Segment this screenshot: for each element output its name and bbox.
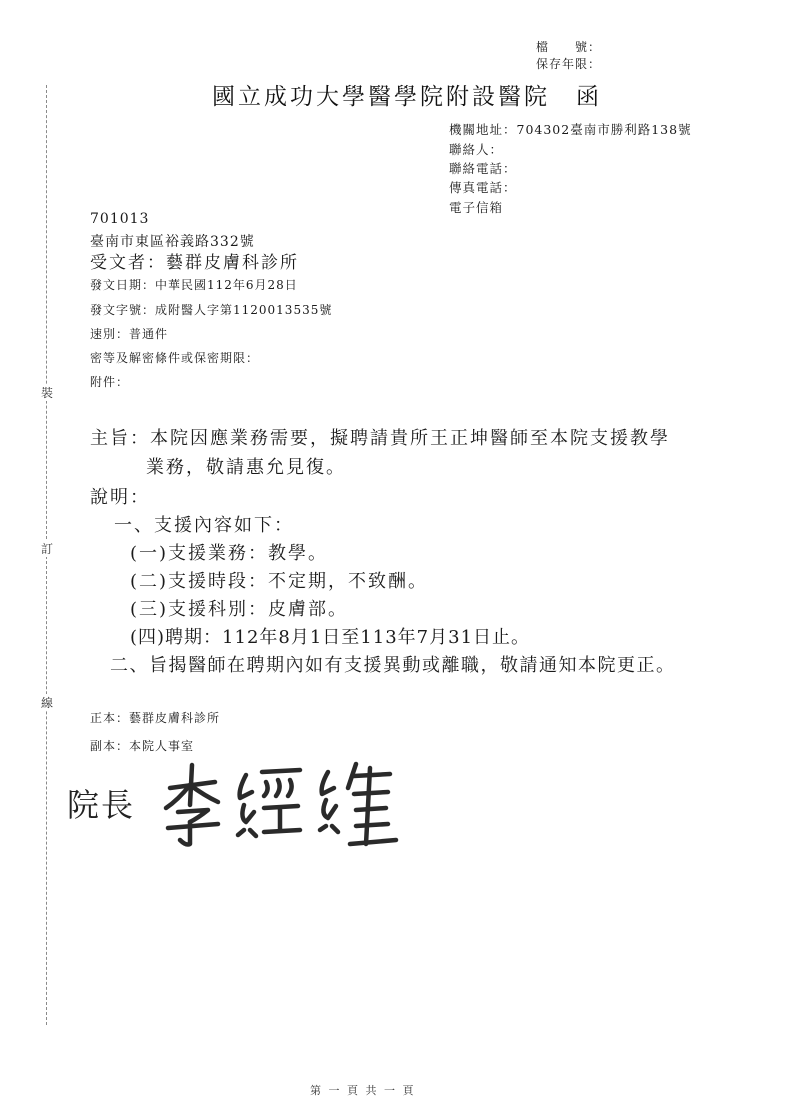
- dispatch-number: 發文字號：成附醫人字第1120013535號: [90, 303, 333, 317]
- subject-line-1: 主旨：本院因應業務需要，擬聘請貴所王正坤醫師至本院支援教學: [90, 428, 670, 449]
- page-number: 第 一 頁 共 一 頁: [310, 1084, 416, 1097]
- archive-retention: 保存年限：: [536, 57, 602, 71]
- signature-title: 院長: [67, 786, 136, 824]
- dispatch-date: 發文日期：中華民國112年6月28日: [90, 278, 298, 292]
- explanation-heading: 說明：: [90, 487, 150, 508]
- dispatch-speed: 速別：普通件: [90, 327, 169, 341]
- archive-file-no: 檔 號：: [536, 40, 602, 54]
- sender-address: 機關地址：704302臺南市勝利路138號: [449, 122, 692, 137]
- binding-mark-zhuang: 裝: [40, 386, 53, 400]
- distribution-copy: 副本：本院人事室: [90, 739, 195, 753]
- sender-contact-phone: 聯絡電話：: [449, 161, 517, 176]
- distribution-original: 正本：藝群皮膚科診所: [90, 711, 221, 725]
- binding-mark-xian: 線: [40, 696, 53, 710]
- sender-contact-person: 聯絡人：: [449, 142, 504, 157]
- dispatch-attachment: 附件：: [90, 375, 130, 389]
- dispatch-secrecy: 密等及解密條件或保密期限：: [90, 351, 260, 365]
- explanation-sub-item: (二)支援時段：不定期，不致酬。: [130, 571, 429, 592]
- recipient-postal-code: 701013: [90, 211, 150, 227]
- sender-fax: 傳真電話：: [449, 180, 517, 195]
- recipient-name: 受文者：藝群皮膚科診所: [90, 253, 299, 273]
- recipient-address: 臺南市東區裕義路332號: [90, 234, 255, 250]
- sender-email: 電子信箱: [449, 200, 504, 215]
- document-title: 國立成功大學醫學院附設醫院 函: [212, 84, 602, 110]
- explanation-sub-item: (四)聘期：112年8月1日至113年7月31日止。: [130, 627, 531, 648]
- subject-line-2: 業務，敬請惠允見復。: [146, 457, 346, 478]
- explanation-item-2: 二、旨揭醫師在聘期內如有支援異動或離職，敬請通知本院更正。: [110, 655, 676, 676]
- explanation-sub-item: (三)支援科別：皮膚部。: [130, 599, 349, 620]
- handwritten-signature: [160, 760, 400, 850]
- signature-block: [65, 760, 405, 850]
- binding-mark-ding: 訂: [40, 542, 53, 556]
- explanation-item-1: 一、支援內容如下：: [114, 515, 294, 536]
- explanation-sub-item: (一)支援業務：教學。: [130, 543, 329, 564]
